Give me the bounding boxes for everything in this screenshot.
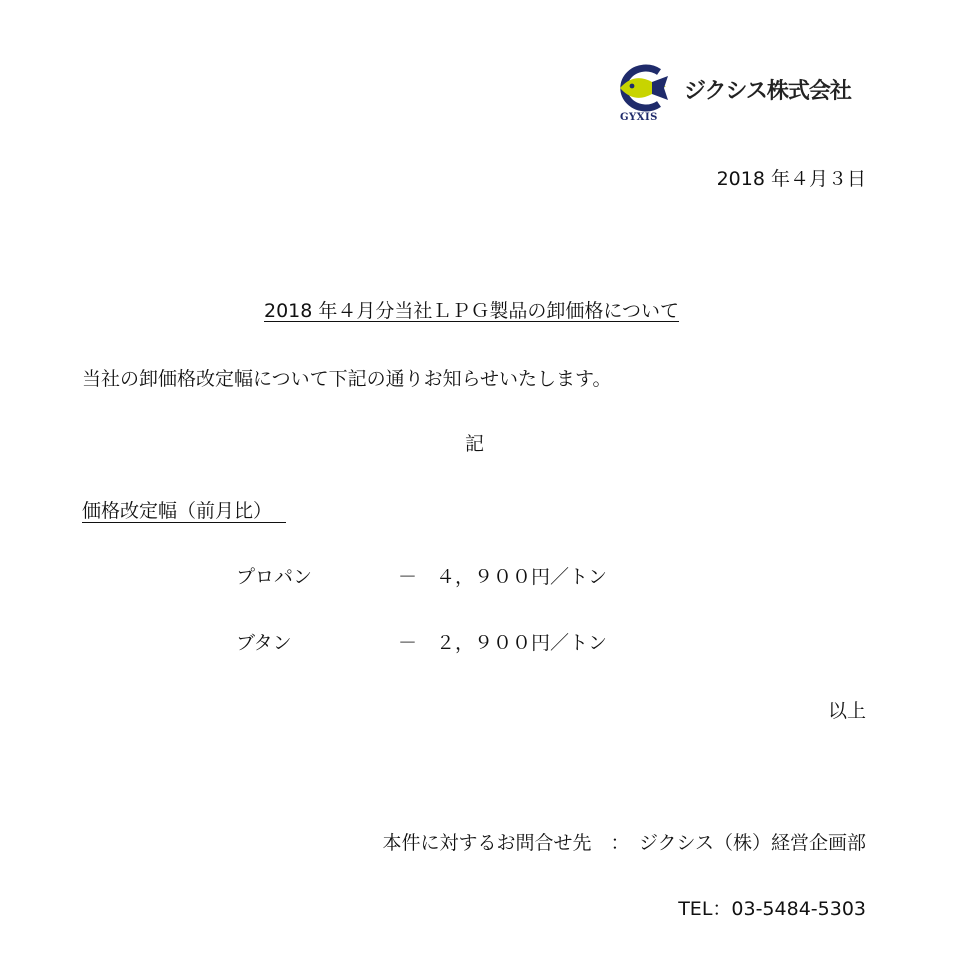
price-change-butane: － ２，９００円／トン	[398, 632, 608, 654]
ki-heading: 記	[465, 433, 485, 455]
price-product-butane: ブタン	[236, 632, 292, 654]
gyxis-logo-icon	[612, 62, 672, 114]
company-logo	[612, 62, 872, 132]
price-change-propane: － ４，９００円／トン	[398, 566, 608, 588]
closing-text: 以上	[827, 700, 866, 722]
logo-mark-text: GYXIS	[620, 112, 658, 123]
document-date: 2018 年４月３日	[716, 168, 866, 190]
intro-text: 当社の卸価格改定幅について下記の通りお知らせいたします。	[82, 368, 612, 390]
document-title-text: 2018 年４月分当社ＬＰＧ製品の卸価格について	[264, 300, 680, 322]
contact-tel: TEL：03-5484-5303	[678, 898, 866, 920]
contact-label: 本件に対するお問合せ先 ： ジクシス（株）経営企画部	[382, 832, 866, 854]
company-name: ジクシス株式会社	[684, 79, 851, 104]
section-heading-underline	[82, 522, 286, 523]
section-heading: 価格改定幅（前月比）	[82, 500, 273, 522]
document-title	[264, 302, 679, 321]
price-product-propane: プロパン	[236, 566, 313, 588]
